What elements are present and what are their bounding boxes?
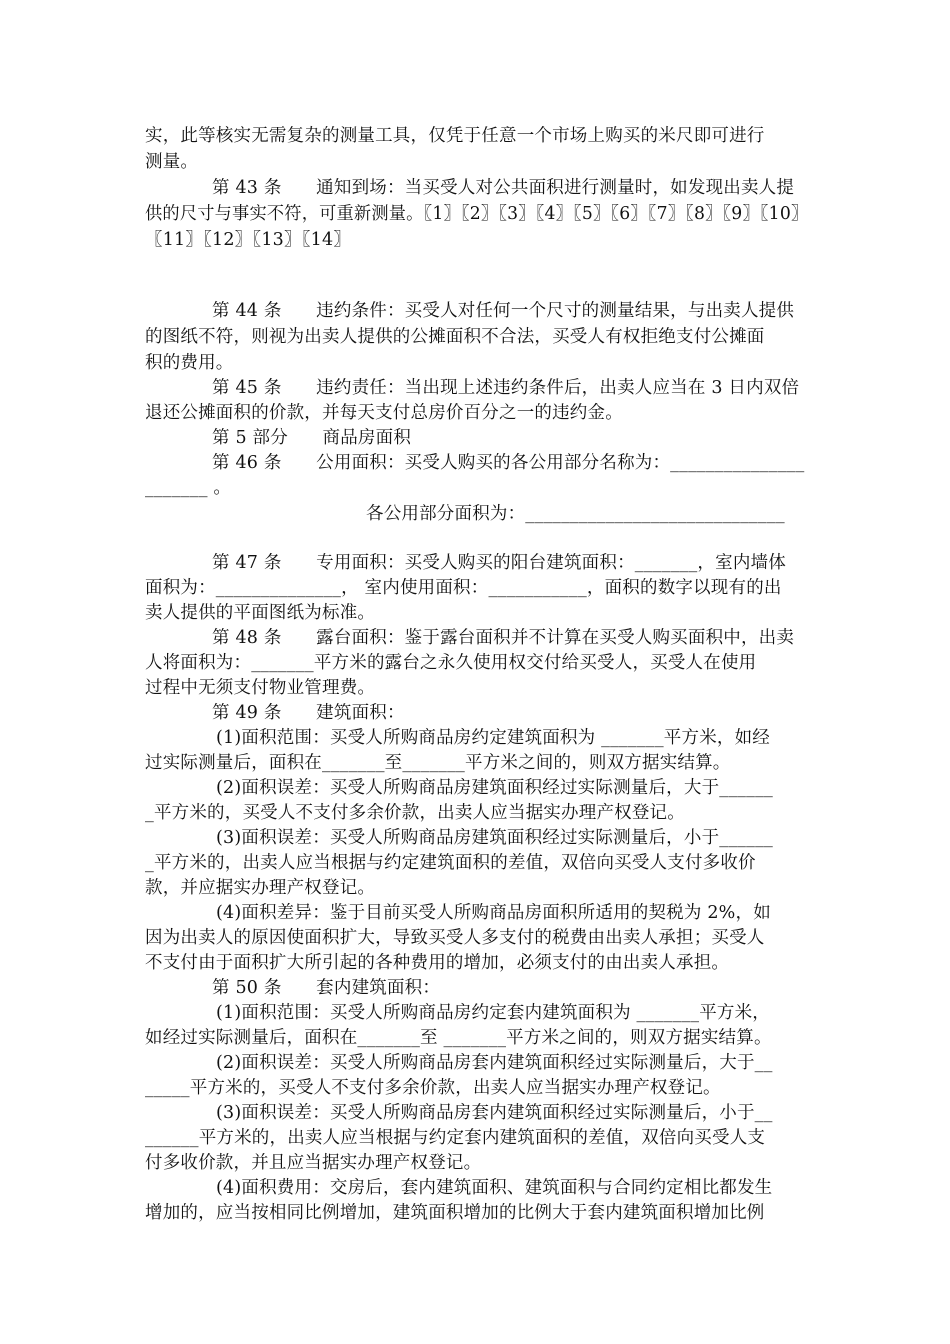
text-line: 的图纸不符，则视为出卖人提供的公摊面积不合法，买受人有权拒绝支付公摊面 bbox=[145, 327, 765, 347]
text-line: 不支付由于面积扩大所引起的各种费用的增加，必须支付的由出卖人承担。 bbox=[145, 953, 730, 973]
text-line: (2)面积误差：买受人所购商品房建筑面积经过实际测量后，大于______ bbox=[216, 778, 773, 798]
article-49-heading: 第 49 条 建筑面积： bbox=[212, 703, 405, 723]
text-line: _平方米的，出卖人应当根据与约定建筑面积的差值，双倍向买受人支付多收价 bbox=[145, 853, 756, 873]
text-line: _平方米的，买受人不支付多余价款，出卖人应当据实办理产权登记。 bbox=[145, 803, 685, 823]
text-line: ______平方米的，出卖人应当根据与约定套内建筑面积的差值，双倍向买受人支 bbox=[145, 1128, 766, 1148]
article-47-heading: 第 47 条 专用面积：买受人购买的阳台建筑面积：_______，室内墙体 bbox=[212, 553, 786, 573]
text-line: (3)面积误差：买受人所购商品房建筑面积经过实际测量后，小于______ bbox=[216, 828, 773, 848]
article-44-heading: 第 44 条 违约条件：买受人对任何一个尺寸的测量结果，与出卖人提供 bbox=[212, 301, 795, 321]
text-line: (2)面积误差：买受人所购商品房套内建筑面积经过实际测量后，大于__ bbox=[216, 1053, 773, 1073]
text-line: 人将面积为：_______平方米的露台之永久使用权交付给买受人，买受人在使用 bbox=[145, 653, 757, 673]
text-line: (1)面积范围：买受人所购商品房约定套内建筑面积为 _______平方米， bbox=[216, 1003, 770, 1023]
text-line: 因为出卖人的原因使面积扩大，导致买受人多支付的税费由出卖人承担；买受人 bbox=[145, 928, 765, 948]
article-45-heading: 第 45 条 违约责任：当出现上述违约条件后，出卖人应当在 3 日内双倍 bbox=[212, 378, 800, 398]
article-50-heading: 第 50 条 套内建筑面积： bbox=[212, 978, 441, 998]
text-line: 增加的，应当按相同比例增加，建筑面积增加的比例大于套内建筑面积增加比例 bbox=[145, 1203, 765, 1223]
text-line: 过程中无须支付物业管理费。 bbox=[145, 678, 376, 698]
text-line: 付多收价款，并且应当据实办理产权登记。 bbox=[145, 1153, 482, 1173]
text-line: 如经过实际测量后，面积在_______至 _______平方米之间的，则双方据实结算。 bbox=[145, 1028, 772, 1048]
text-line: 款，并应据实办理产权登记。 bbox=[145, 878, 376, 898]
article-43-heading: 第 43 条 通知到场：当买受人对公共面积进行测量时，如发现出卖人提 bbox=[212, 178, 795, 198]
text-line: 退还公摊面积的价款，并每天支付总房价百分之一的违约金。 bbox=[145, 403, 623, 423]
text-line: 测量。 bbox=[145, 152, 199, 172]
text-line: (4)面积费用：交房后，套内建筑面积、建筑面积与合同约定相比都发生 bbox=[216, 1178, 773, 1198]
part-5-heading: 第 5 部分 商品房面积 bbox=[212, 428, 412, 448]
text-line: 供的尺寸与事实不符，可重新测量。〖1〗〖2〗〖3〗〖4〗〖5〗〖6〗〖7〗〖8〗〖9〗〖10〗 bbox=[145, 204, 809, 224]
article-48-heading: 第 48 条 露台面积：鉴于露台面积并不计算在买受人购买面积中，出卖 bbox=[212, 628, 795, 648]
text-line: 面积为：______________， 室内使用面积：___________，面积的数字以现有的出 bbox=[145, 578, 782, 598]
text-line: 〖11〗〖12〗〖13〗〖14〗 bbox=[145, 230, 352, 250]
text-line: 积的费用。 bbox=[145, 353, 234, 373]
text-line: 各公用部分面积为：_____________________________ bbox=[366, 504, 785, 524]
text-line: _____平方米的，买受人不支付多余价款，出卖人应当据实办理产权登记。 bbox=[145, 1078, 721, 1098]
text-line: 卖人提供的平面图纸为标准。 bbox=[145, 603, 376, 623]
text-line: (3)面积误差：买受人所购商品房套内建筑面积经过实际测量后，小于__ bbox=[216, 1103, 773, 1123]
text-line: (4)面积差异：鉴于目前买受人所购商品房面积所适用的契税为 2%，如 bbox=[216, 903, 771, 923]
text-line: _______ 。 bbox=[145, 478, 232, 498]
text-line: 实，此等核实无需复杂的测量工具，仅凭于任意一个市场上购买的米尺即可进行 bbox=[145, 126, 765, 146]
article-46-heading: 第 46 条 公用面积：买受人购买的各公用部分名称为：_______________ bbox=[212, 453, 805, 473]
text-line: (1)面积范围：买受人所购商品房约定建筑面积为 _______平方米，如经 bbox=[216, 728, 770, 748]
text-line: 过实际测量后，面积在_______至_______平方米之间的，则双方据实结算。 bbox=[145, 753, 731, 773]
